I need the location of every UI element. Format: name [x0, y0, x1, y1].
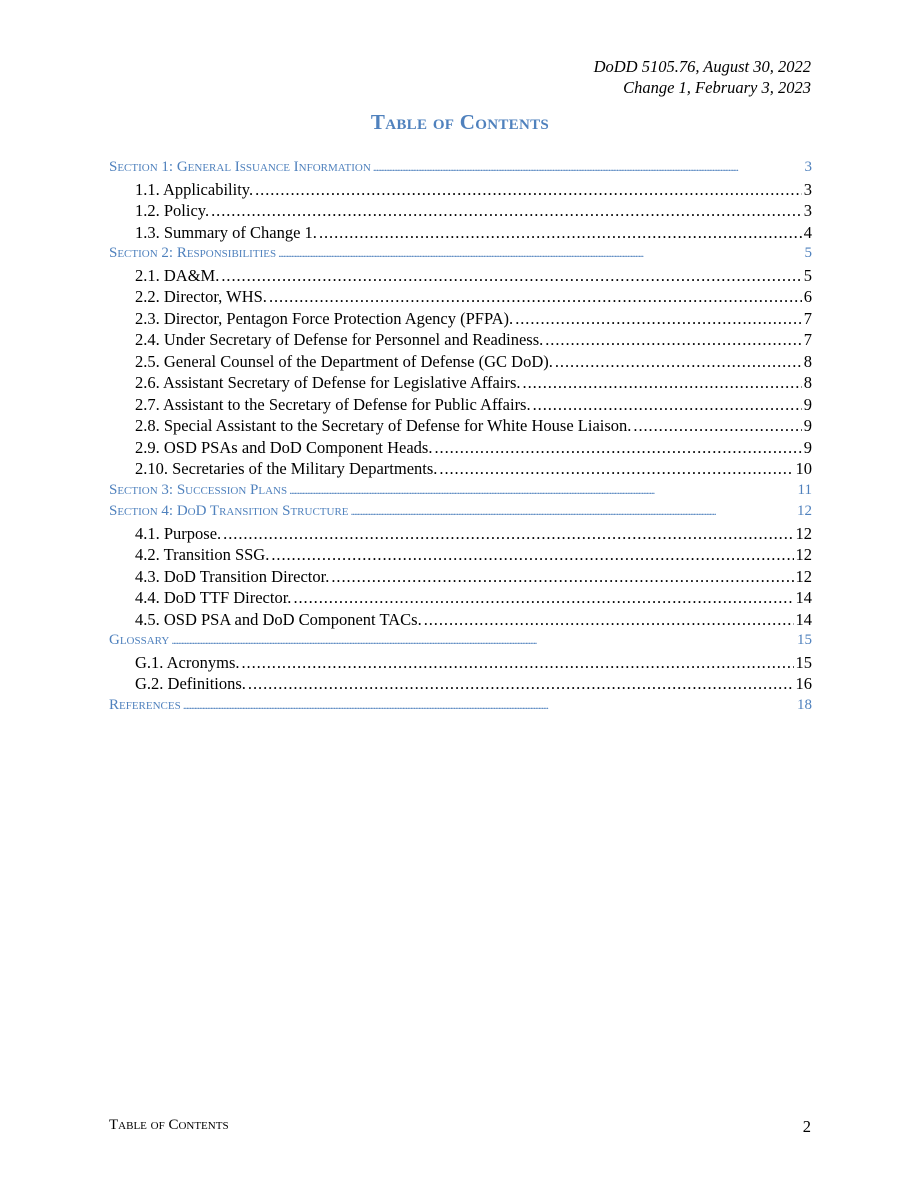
- toc-entry-label: Section 2: Responsibilities: [109, 245, 277, 261]
- document-header: [594, 56, 811, 98]
- toc-entry-label: 1.1. Applicability.: [135, 179, 254, 199]
- toc-page-number: 8: [803, 373, 812, 392]
- toc-entry-label: 2.2. Director, WHS.: [135, 287, 267, 306]
- toc-entry-label: 2.1. DA&M.: [135, 265, 220, 285]
- toc-entry-label: 2.3. Director, Pentagon Force Protection Agency (PFPA).: [135, 308, 514, 328]
- toc-dot-leader: [171, 630, 795, 652]
- toc-dot-leader: [523, 372, 802, 394]
- toc-entry-link[interactable]: [109, 394, 812, 416]
- toc-entry-label: G.2. Definitions.: [135, 674, 246, 693]
- toc-page-number: 11: [797, 481, 812, 498]
- toc-entry-label: 4.3. DoD Transition Director.: [135, 566, 330, 586]
- toc-entry-label: 4.5. OSD PSA and DoD Component TACs.: [135, 609, 422, 629]
- page-title: Table of Contents: [370, 110, 550, 134]
- toc-section-link[interactable]: [109, 480, 812, 502]
- toc-entry-link[interactable]: [109, 587, 812, 609]
- toc-dot-leader: [255, 179, 802, 201]
- toc-page-number: 12: [797, 503, 812, 519]
- toc-entry-label: 2.8. Special Assistant to the Secretary of Defense for White House Liaison.: [135, 416, 632, 435]
- toc-entry-link[interactable]: [109, 286, 812, 308]
- toc-page-number: 3: [803, 179, 812, 199]
- toc-dot-leader: [424, 609, 794, 631]
- toc-page-number: 3: [803, 201, 812, 220]
- toc-page-number: 4: [803, 222, 812, 242]
- toc-entry-link[interactable]: [109, 415, 812, 437]
- toc-entry-label: Glossary: [109, 632, 170, 648]
- toc-entry-link[interactable]: [109, 544, 812, 566]
- toc-entry-label: 2.10. Secretaries of the Military Departments.: [135, 459, 438, 478]
- toc-entry-label: 2.6. Assistant Secretary of Defense for Legislative Affairs.: [135, 373, 521, 392]
- toc-entry-link[interactable]: [109, 372, 812, 394]
- toc-dot-leader: [248, 673, 794, 695]
- toc-entry-label: G.1. Acronyms.: [135, 652, 240, 672]
- toc-entry-label: Section 3: Succession Plans: [109, 481, 288, 498]
- toc-section-link[interactable]: [109, 157, 812, 179]
- toc-entry-label: 4.4. DoD TTF Director.: [135, 588, 292, 607]
- toc-dot-leader: [278, 243, 802, 265]
- toc-dot-leader: [319, 222, 802, 244]
- toc-page-number: 16: [795, 674, 812, 693]
- toc-entry-label: References: [109, 696, 181, 713]
- toc-dot-leader: [221, 265, 801, 287]
- toc-dot-leader: [434, 437, 801, 459]
- toc-page-number: 15: [795, 652, 812, 672]
- toc-entry-label: 2.4. Under Secretary of Defense for Personnel and Readiness.: [135, 330, 544, 349]
- toc-dot-leader: [351, 501, 795, 523]
- footer-page-number: 2: [802, 1117, 811, 1136]
- toc-page-number: 18: [797, 696, 812, 713]
- toc-dot-leader: [633, 415, 801, 437]
- toc-dot-leader: [223, 523, 793, 545]
- toc-entry-label: 2.7. Assistant to the Secretary of Defense for Public Affairs.: [135, 394, 531, 414]
- table-of-contents: [109, 157, 812, 716]
- toc-dot-leader: [269, 286, 802, 308]
- header-issuance-line: DoDD 5105.76, August 30, 2022: [593, 57, 811, 76]
- toc-page-number: 9: [803, 416, 812, 435]
- toc-dot-leader: [331, 566, 793, 588]
- toc-entry-link[interactable]: [109, 458, 812, 480]
- toc-dot-leader: [183, 695, 795, 717]
- toc-dot-leader: [555, 351, 802, 373]
- toc-entry-label: Section 4: DoD Transition Structure: [109, 503, 349, 519]
- toc-page-number: 15: [797, 632, 812, 648]
- toc-entry-link[interactable]: [109, 566, 812, 588]
- toc-page-number: 14: [795, 588, 812, 607]
- toc-entry-link[interactable]: [109, 523, 812, 545]
- toc-page-number: 12: [795, 523, 812, 543]
- toc-page-number: 5: [803, 265, 812, 285]
- toc-entry-label: 1.3. Summary of Change 1.: [135, 222, 317, 242]
- toc-page-number: 7: [803, 330, 812, 349]
- toc-dot-leader: [271, 544, 793, 566]
- toc-entry-link[interactable]: [109, 652, 812, 674]
- toc-section-link[interactable]: [109, 243, 812, 265]
- toc-page-number: 3: [804, 159, 812, 175]
- toc-entry-label: 4.1. Purpose.: [135, 523, 222, 543]
- toc-section-link[interactable]: [109, 630, 812, 652]
- toc-dot-leader: [373, 157, 803, 179]
- toc-dot-leader: [439, 458, 793, 480]
- toc-dot-leader: [289, 480, 795, 502]
- toc-dot-leader: [533, 394, 802, 416]
- toc-page-number: 14: [795, 609, 812, 629]
- toc-page-number: 5: [804, 245, 812, 261]
- toc-entry-link[interactable]: [109, 329, 812, 351]
- toc-entry-link[interactable]: [109, 351, 812, 373]
- toc-dot-leader: [211, 200, 802, 222]
- toc-page-number: 9: [803, 437, 812, 457]
- toc-entry-link[interactable]: [109, 179, 812, 201]
- toc-entry-label: 2.5. General Counsel of the Department of Defense (GC DoD).: [135, 351, 553, 371]
- toc-page-number: 10: [795, 459, 812, 478]
- toc-dot-leader: [545, 329, 802, 351]
- toc-entry-link[interactable]: [109, 437, 812, 459]
- toc-page-number: 9: [803, 394, 812, 414]
- toc-dot-leader: [515, 308, 802, 330]
- toc-page-number: 12: [795, 566, 812, 586]
- toc-entry-link[interactable]: [109, 222, 812, 244]
- toc-page-number: 8: [803, 351, 812, 371]
- toc-entry-link[interactable]: [109, 265, 812, 287]
- toc-page-number: 7: [803, 308, 812, 328]
- toc-entry-label: Section 1: General Issuance Information: [109, 159, 371, 175]
- toc-page-number: 6: [803, 287, 812, 306]
- toc-entry-link[interactable]: [109, 609, 812, 631]
- toc-dot-leader: [242, 652, 794, 674]
- toc-entry-label: 2.9. OSD PSAs and DoD Component Heads.: [135, 437, 433, 457]
- toc-dot-leader: [293, 587, 793, 609]
- toc-section-link[interactable]: [109, 501, 812, 523]
- header-change-line: Change 1, February 3, 2023: [623, 78, 811, 97]
- footer-section-label: Table of Contents: [109, 1117, 229, 1133]
- toc-page-number: 12: [795, 545, 812, 564]
- toc-section-link[interactable]: [109, 695, 812, 717]
- toc-entry-link[interactable]: [109, 200, 812, 222]
- toc-entry-label: 1.2. Policy.: [135, 201, 210, 220]
- toc-entry-link[interactable]: [109, 308, 812, 330]
- toc-entry-label: 4.2. Transition SSG.: [135, 545, 270, 564]
- toc-entry-link[interactable]: [109, 673, 812, 695]
